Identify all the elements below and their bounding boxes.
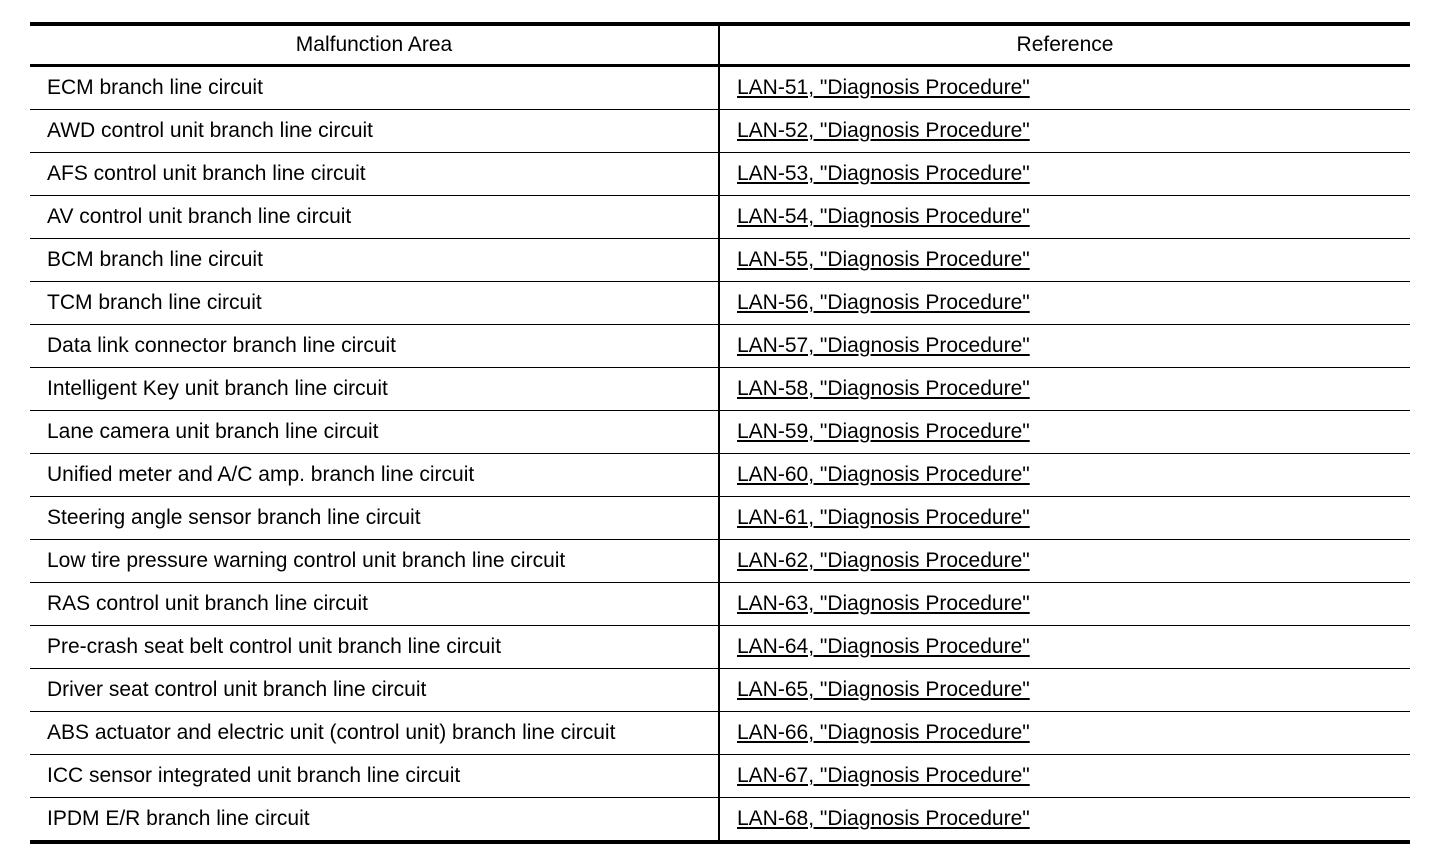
header-reference: Reference — [719, 24, 1410, 66]
malfunction-area-cell: Intelligent Key unit branch line circuit — [30, 368, 719, 411]
reference-cell — [719, 798, 1410, 843]
table-row — [30, 325, 1410, 368]
reference-link[interactable]: LAN-66, "Diagnosis Procedure" — [737, 721, 1030, 744]
reference-cell — [719, 239, 1410, 282]
reference-cell — [719, 755, 1410, 798]
reference-link[interactable]: LAN-64, "Diagnosis Procedure" — [737, 635, 1030, 658]
malfunction-area-cell: Unified meter and A/C amp. branch line circuit — [30, 454, 719, 497]
table-row — [30, 454, 1410, 497]
reference-cell — [719, 712, 1410, 755]
reference-link[interactable]: LAN-59, "Diagnosis Procedure" — [737, 420, 1030, 443]
malfunction-area-cell: Steering angle sensor branch line circuit — [30, 497, 719, 540]
malfunction-reference-table-container — [30, 22, 1410, 844]
table-row — [30, 411, 1410, 454]
table-row — [30, 755, 1410, 798]
reference-cell — [719, 411, 1410, 454]
malfunction-area-cell: Pre-crash seat belt control unit branch line circuit — [30, 626, 719, 669]
table-row — [30, 540, 1410, 583]
reference-link[interactable]: LAN-62, "Diagnosis Procedure" — [737, 549, 1030, 572]
reference-cell — [719, 196, 1410, 239]
reference-link[interactable]: LAN-65, "Diagnosis Procedure" — [737, 678, 1030, 701]
malfunction-area-cell: ABS actuator and electric unit (control unit) branch line circuit — [30, 712, 719, 755]
malfunction-area-cell: Lane camera unit branch line circuit — [30, 411, 719, 454]
table-header — [30, 24, 1410, 66]
header-malfunction-area: Malfunction Area — [30, 24, 719, 66]
malfunction-area-cell: AWD control unit branch line circuit — [30, 110, 719, 153]
malfunction-area-cell: ECM branch line circuit — [30, 66, 719, 110]
reference-cell — [719, 583, 1410, 626]
reference-link[interactable]: LAN-67, "Diagnosis Procedure" — [737, 764, 1030, 787]
reference-cell — [719, 497, 1410, 540]
reference-link[interactable]: LAN-68, "Diagnosis Procedure" — [737, 807, 1030, 830]
table-row — [30, 368, 1410, 411]
malfunction-area-cell: BCM branch line circuit — [30, 239, 719, 282]
reference-link[interactable]: LAN-55, "Diagnosis Procedure" — [737, 248, 1030, 271]
reference-cell — [719, 626, 1410, 669]
malfunction-area-cell: ICC sensor integrated unit branch line circuit — [30, 755, 719, 798]
reference-link[interactable]: LAN-53, "Diagnosis Procedure" — [737, 162, 1030, 185]
table-row — [30, 282, 1410, 325]
reference-link[interactable]: LAN-58, "Diagnosis Procedure" — [737, 377, 1030, 400]
table-row — [30, 626, 1410, 669]
reference-link[interactable]: LAN-54, "Diagnosis Procedure" — [737, 205, 1030, 228]
reference-cell — [719, 454, 1410, 497]
table-row — [30, 669, 1410, 712]
reference-cell — [719, 66, 1410, 110]
table-row — [30, 583, 1410, 626]
table-row — [30, 196, 1410, 239]
reference-cell — [719, 368, 1410, 411]
reference-cell — [719, 282, 1410, 325]
table-row — [30, 712, 1410, 755]
reference-cell — [719, 669, 1410, 712]
malfunction-area-cell: IPDM E/R branch line circuit — [30, 798, 719, 843]
reference-link[interactable]: LAN-56, "Diagnosis Procedure" — [737, 291, 1030, 314]
table-row — [30, 239, 1410, 282]
table-body — [30, 66, 1410, 843]
reference-link[interactable]: LAN-57, "Diagnosis Procedure" — [737, 334, 1030, 357]
malfunction-area-cell: Data link connector branch line circuit — [30, 325, 719, 368]
table-row — [30, 497, 1410, 540]
reference-link[interactable]: LAN-51, "Diagnosis Procedure" — [737, 76, 1030, 99]
reference-cell — [719, 540, 1410, 583]
malfunction-area-cell: Driver seat control unit branch line circuit — [30, 669, 719, 712]
malfunction-area-cell: AV control unit branch line circuit — [30, 196, 719, 239]
header-row — [30, 24, 1410, 66]
malfunction-area-cell: Low tire pressure warning control unit branch line circuit — [30, 540, 719, 583]
reference-link[interactable]: LAN-52, "Diagnosis Procedure" — [737, 119, 1030, 142]
reference-cell — [719, 110, 1410, 153]
reference-cell — [719, 153, 1410, 196]
malfunction-reference-table — [30, 22, 1410, 844]
malfunction-area-cell: TCM branch line circuit — [30, 282, 719, 325]
table-row — [30, 110, 1410, 153]
reference-link[interactable]: LAN-63, "Diagnosis Procedure" — [737, 592, 1030, 615]
table-row — [30, 66, 1410, 110]
malfunction-area-cell: RAS control unit branch line circuit — [30, 583, 719, 626]
reference-link[interactable]: LAN-61, "Diagnosis Procedure" — [737, 506, 1030, 529]
table-row — [30, 153, 1410, 196]
reference-link[interactable]: LAN-60, "Diagnosis Procedure" — [737, 463, 1030, 486]
malfunction-area-cell: AFS control unit branch line circuit — [30, 153, 719, 196]
reference-cell — [719, 325, 1410, 368]
table-row — [30, 798, 1410, 843]
